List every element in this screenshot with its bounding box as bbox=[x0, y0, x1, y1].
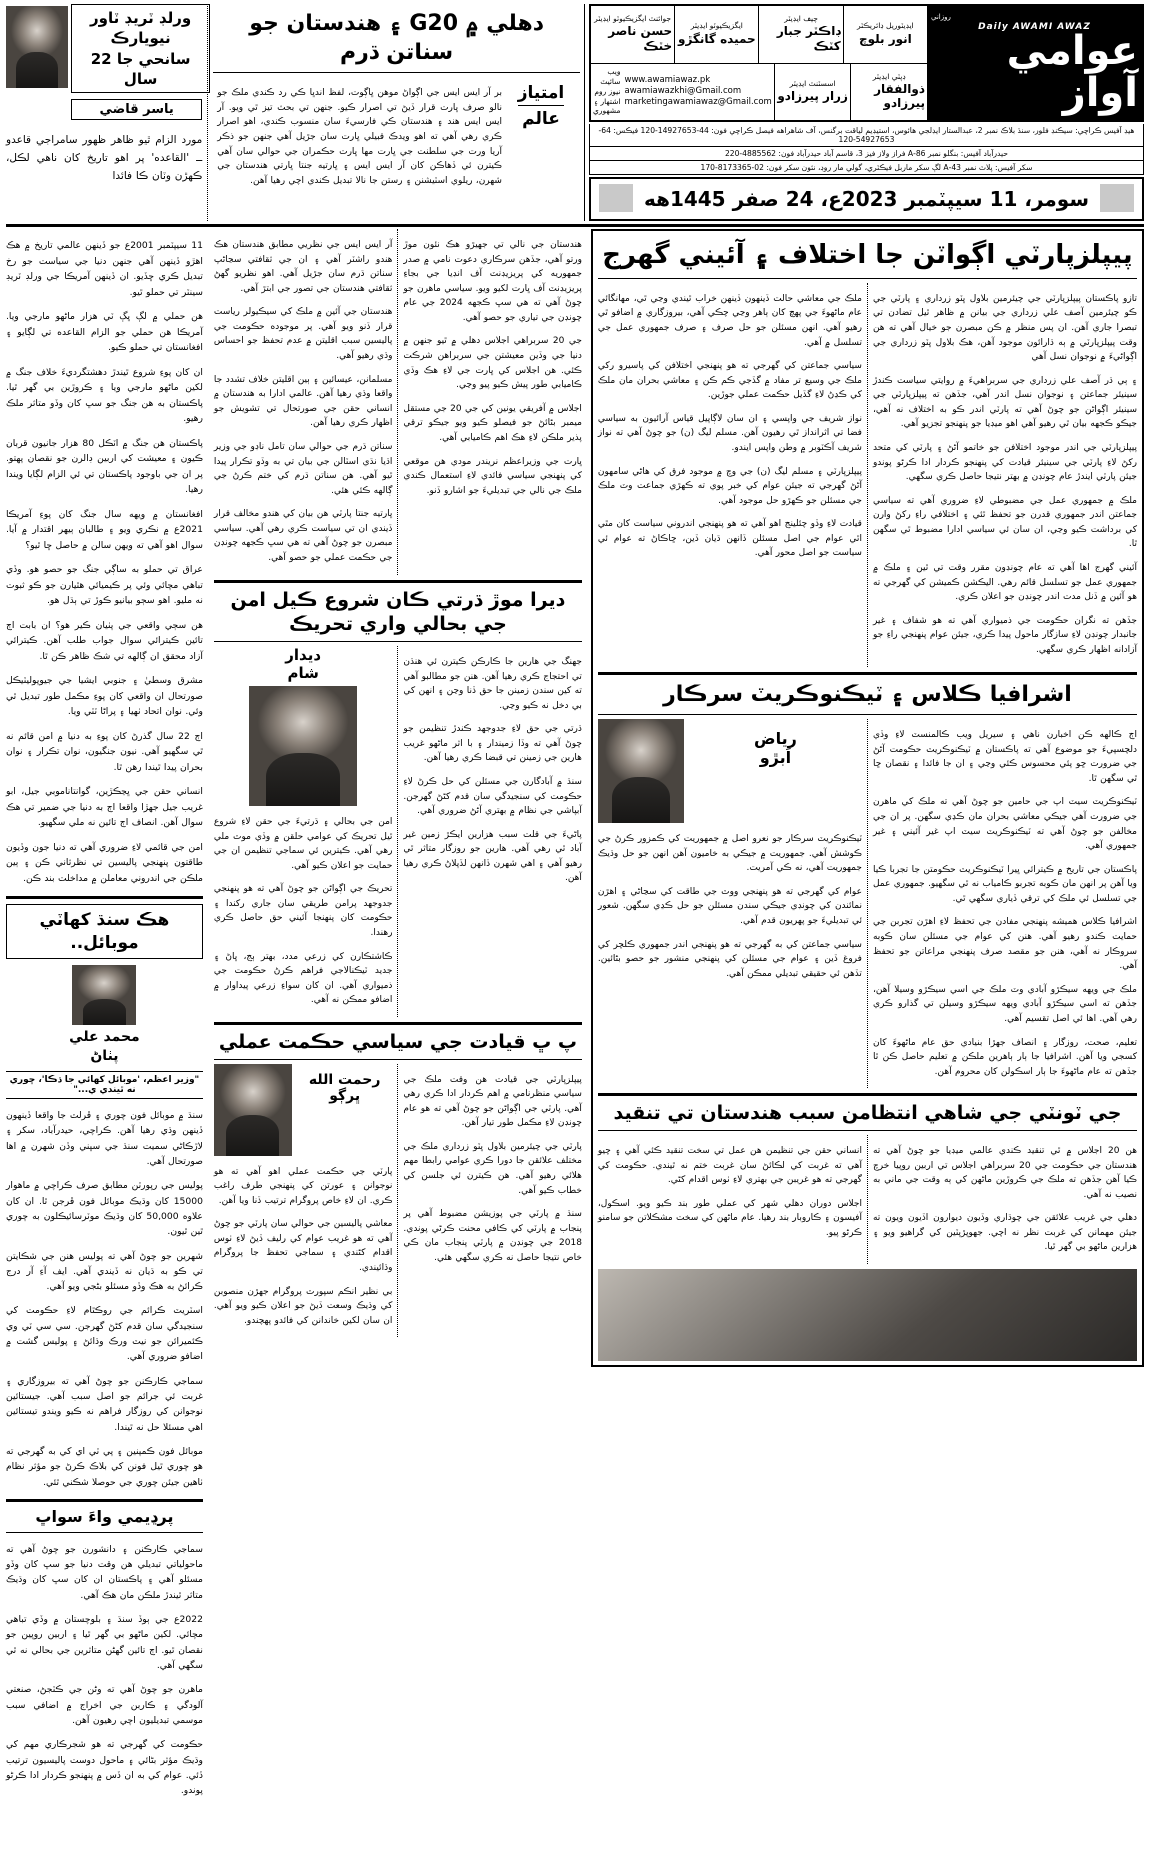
paragraph: تعليم، صحت، روزگار ۽ انصاف جهڙا بنيادي حق عام ماڻهوءَ کان کسجي ويا آهن. اشرافيا جا ٻار ٻاهرين ملڪن ۾ تعليم حاصل ڪن ٿا جڏهن ته عام ماڻهوءَ جا ٻار اسڪولن کان محروم آهن. bbox=[872, 1037, 1137, 1077]
staff-name: انور بلوچ bbox=[858, 31, 912, 46]
lead-col-right bbox=[873, 283, 1137, 667]
logo-top-row bbox=[931, 13, 1138, 21]
paragraph: هن سڄي واقعي جي پٺيان ڪير هو؟ ان بابت اڄ تائين ڪيترائي سوال جواب طلب آهن. ڪيترائي آزاد محقق ان ڳالهه تي شڪ ظاهر ڪن ٿا. bbox=[5, 619, 203, 662]
paragraph: ۽ ٻي ڌر آصف علي زرداري جي سربراهيءَ ۾ روايتي سياست ڪندڙ سينيئر جماعتن ۽ نوجوان نسل اندر آهي، جڏهن ته پيپلزپارٽي جي سينيئر اڳواڻن جو چوڻ آهي ته پارٽي اندر ڪو به اختلاف نه آهي، جيڪو ڪجهه بيان ٿي رهيو آهي اهو ميڊيا جو پنهنجو تجزيو آهي. bbox=[872, 375, 1137, 430]
paragraph: آئيني گهرج اها آهي ته عام چونڊون مقرر وقت تي ٿين ۽ ملڪ ۾ جمهوري عمل جو تسلسل قائم رهي. اليڪشن ڪميشن کي گهرجي ته هو آئين ۾ ڏنل مدت اندر چونڊن جو اعلان ڪري. bbox=[872, 563, 1137, 603]
newsroom-email[interactable]: awamiawazkhi@Gmail.com bbox=[624, 86, 742, 97]
wtc-intro-text bbox=[6, 131, 202, 186]
wtc-headline-line2: سانحي جا 22 سال bbox=[90, 49, 191, 88]
paragraph: تحريڪ جي اڳواڻن جو چوڻ آهي ته هو پنهنجي جدوجهد پرامن طريقي سان جاري رکندا ۽ حڪومت کان پنهنجا آئيني حق حاصل ڪري رهندا. bbox=[213, 884, 393, 938]
staff-cell-1 bbox=[758, 6, 842, 63]
elite-col-right bbox=[873, 719, 1137, 1088]
staff-cell-2 bbox=[674, 6, 758, 63]
staff-name: حسن ناصر خٽڪ bbox=[608, 24, 673, 53]
paragraph: موبائل فون ڪمپنين ۽ پي ٽي اي کي به گهرجي ته هو چوري ٿيل فونن کي بلاڪ ڪرڻ جو مؤثر نظام ٺاهين جيئن چوري جي حوصلا شڪني ٿئي. bbox=[5, 1445, 203, 1488]
logo-small-text: روزاني bbox=[931, 12, 951, 21]
lead-col-left bbox=[598, 283, 862, 667]
elite-article-columns bbox=[598, 719, 1137, 1088]
mobile-headline-line2: موبائل.. bbox=[70, 932, 139, 953]
mobile-headline-line1: هڪ سنڌ کھاٽي bbox=[39, 909, 170, 930]
paragraph: سماجي ڪارڪنن ۽ دانشورن جو چوڻ آهي ته ماحولياتي تبديلي هن وقت دنيا جو سڀ کان وڏو مسئلو آهي ۽ پاڪستان ان کان سڀ کان وڌيڪ متاثر ٿيندڙ ملڪن مان هڪ آهي. bbox=[5, 1543, 203, 1601]
staff-role: ايڊيٽوريل ڊائريڪٽر bbox=[856, 21, 914, 31]
lead-article-columns bbox=[598, 283, 1137, 667]
paragraph: سنڌ ۾ آبادگارن جي مسئلن کي حل ڪرڻ لاءِ حڪومت کي سنجيدگي سان قدم کڻڻ گهرجن. آبپاشي جي نظام ۾ بهتري آڻڻ ضروري آهي. bbox=[403, 776, 582, 817]
staff-cell-5 bbox=[774, 64, 851, 121]
paragraph: هندستان جي آئين ۾ ملڪ کي سيڪيولر رياست قرار ڏنو ويو آهي. پر موجوده حڪومت جي پاليسين سبب اقليتن ۾ عدم تحفظ جو احساس وڌي رهيو آهي. bbox=[213, 307, 393, 362]
ppp-col-left bbox=[214, 1064, 393, 1338]
ppp-strategy-columns bbox=[214, 1064, 582, 1338]
staff-role: چيف ايڊيٽر bbox=[784, 14, 818, 24]
newspaper-logo bbox=[927, 6, 1142, 120]
masthead bbox=[589, 4, 1144, 122]
paragraph: معاشي پاليسين جي حوالي سان پارٽي جو چوڻ آهي ته هو غريب عوام کي رليف ڏيڻ لاءِ ٺوس اقدام کڻندي ۽ سماجي تحفظ جا پروگرام وڌائيندي. bbox=[213, 1219, 393, 1274]
date-block-right bbox=[1100, 184, 1134, 212]
paragraph: سياسي جماعتن کي گهرجي ته هو پنهنجي اختلافن کي پاسيرو رکي ملڪ جي وسيع تر مفاد ۾ گڏجي ڪم ڪن ۽ معاشي بحران مان ملڪ کي ڪڍڻ لاءِ گڏيل حڪمت عملي جوڙين. bbox=[597, 361, 862, 401]
top-strip bbox=[6, 4, 1144, 221]
wtc-body bbox=[6, 238, 203, 886]
g20-col-left bbox=[214, 229, 393, 575]
staff-cell-3 bbox=[591, 6, 674, 63]
paragraph: 11 سيپٽمبر 2001ع جو ڏينهن عالمي تاريخ ۾ هڪ اهڙو ڏينهن آهي جنهن دنيا جي سياست جو رخ تبديل ڪري ڇڏيو. ان ڏينهن آمريڪا جي ورلڊ ٽريڊ سينٽر تي حملو ٿيو. bbox=[5, 240, 203, 298]
paragraph: جڏهن ته نگران حڪومت جي ذميواري آهي ته هو شفاف ۽ غير جانبدار چونڊن لاءِ سازگار ماحول پيدا ڪري، جيئن عوام پنهنجي راءِ جو آزادانه اظهار ڪري سگهي. bbox=[872, 615, 1137, 655]
main-body bbox=[6, 229, 1144, 1808]
pathan-author-photo bbox=[72, 965, 136, 1025]
staff-name: زرار پيرزادو bbox=[777, 89, 848, 104]
lead-headline: پيپلزپارٽي اڳواٽن جا اختلاف ۽ آئيني گهرج bbox=[602, 240, 1133, 270]
deedar-photo bbox=[249, 686, 357, 806]
staff-grid bbox=[591, 6, 927, 120]
website-url[interactable]: www.awamiawaz.pk bbox=[624, 74, 711, 85]
elite-author-photo bbox=[598, 719, 684, 823]
paragraph: امن جي بحالي ۽ ڌرتيءَ جي حقن لاءِ شروع ٿيل تحريڪ کي عوامي حلقن ۾ وڏي موٽ ملي رهي آهي. ڪيترين ئي سماجي تنظيمن ان جي حمايت جو اعلان ڪيو آهي. bbox=[213, 816, 393, 871]
paragraph: هندستان جي نالي تي جهيڙو هڪ نئون موڙ ورتو آهي، جڏهن سرڪاري دعوت نامي ۾ صدر جمهوريه کي پريزيڊنٽ آف انڊيا جي بجاءِ پريزيڊنٽ آف ڀارت لکيو ويو. سياسي ماهرن جو چوڻ آهي ته هي سڀ ڪجهه 2024 جي عام چونڊن جي تياري جو حصو آهي. bbox=[403, 240, 582, 323]
date-block-left bbox=[599, 184, 633, 212]
paragraph: عوام کي گهرجي ته هو پنهنجي ووٽ جي طاقت کي سڃاڻي ۽ اهڙن نمائندن کي چونڊي جيڪي سندن مسئلن جو حل ڪڍي سگهن. شعور ئي تبديليءَ جو پهريون قدم آهي. bbox=[597, 886, 862, 926]
environment-body bbox=[6, 1542, 203, 1799]
web-label-ads: اشتهار ۽ مشهوري bbox=[592, 96, 621, 116]
paragraph: ماهرن جو چوڻ آهي ته وڻن جي ڪٽجڻ، صنعتي آلودگي ۽ ڪاربن جي اخراج ۾ اضافي سبب موسمي تبديليون اچي رهيون آهن. bbox=[5, 1684, 203, 1726]
paragraph: انساني حقن جي تنظيمن هن عمل تي سخت تنقيد ڪئي آهي ۽ چيو آهي ته غربت کي لڪائڻ سان غربت ختم نه ٿيندي. حڪومت کي گهرجي ته هو غريبن جي بهتري لاءِ ٺوس اقدام کڻي. bbox=[597, 1145, 862, 1186]
environment-headline: پرڍيمي واءَ سواڀ bbox=[35, 1506, 174, 1526]
peace-movement-columns bbox=[214, 646, 582, 1017]
wtc-author-photo bbox=[6, 6, 68, 88]
paragraph: دهلي جي غريب علائقن جي چوڌاري وڏيون ديوارون اڏيون ويون ته جيئن مهمانن کي غربت نظر نه اچي. جهوپڙپٽين کي گراهيو ويو ۽ هزارين ماڻهو بي گهر ٿيا. bbox=[872, 1213, 1137, 1253]
paragraph: پاڪستان هن جنگ ۾ اٽڪل 80 هزار جانيون قربان ڪيون ۽ معيشت کي اربين ڊالرن جو نقصان پهتو. پر ان جي باوجود پاڪستان تي ئي الزام لڳايا ويندا رهيا. bbox=[5, 437, 203, 496]
paragraph: سنڌ ۾ پارٽي جي پوزيشن مضبوط آهي پر پنجاب ۾ پارٽي کي ڪافي محنت ڪرڻي پوندي. 2018 جي چونڊن ۾ پارٽي پنجاب مان ڪي خاص نتيجا حاصل نه ڪري سگهي هئي. bbox=[403, 1209, 582, 1263]
g20-author-last: عالم bbox=[522, 109, 560, 130]
paragraph: امن جي قائمي لاءِ ضروري آهي ته دنيا جون وڏيون طاقتون پنهنجي پاليسين تي نظرثاني ڪن ۽ ٻين ملڪن جي اندروني معاملن ۾ مداخلت بند ڪن. bbox=[5, 842, 203, 884]
paragraph: ڪاشتڪارن کي زرعي مدد، بهتر ٻج، ڀاڻ ۽ جديد ٽيڪنالاجي فراهم ڪرڻ حڪومت جي ذميواري آهي. ان کان سواءِ زرعي پيداوار ۾ اضافو ممڪن نه آهي. bbox=[213, 951, 393, 1006]
mobile-quote: "وزير اعظم، 'موبائل کھائي جا ڌڪا'، ڇوري نه ٿيندي ي..." bbox=[6, 1071, 203, 1099]
paragraph: جي 20 سربراهي اجلاس دهلي ۾ ٿيو جنهن ۾ دنيا جي وڏين معيشتن جي سربراهن شرڪت ڪئي. هن اجلاس کي ڀارت جي لاءِ هڪ وڏي ڪاميابي طور پيش ڪيو پيو وڃي. bbox=[403, 336, 582, 391]
paragraph: سنڌ ۾ موبائل فون چوري ۽ ڦرلٽ جا واقعا ڏينهون ڏينهن وڌي رهيا آهن. ڪراچي، حيدرآباد، سکر ۽ لاڙڪاڻي سميت سنڌ جي سڀني وڏن شهرن ۾ اها صورتحال آهي. bbox=[5, 1110, 203, 1167]
paragraph: اجلاس ۾ آفريقي يونين کي جي 20 جي مستقل ميمبر بڻائڻ جو فيصلو ڪيو ويو جيڪو ترقي پذير ملڪن لاءِ هڪ اهم ڪاميابي آهي. bbox=[403, 403, 582, 443]
g20-criticism-headline: جي ٽونٽي جي شاهي انتظامن سبب هندستان تي تنقيد bbox=[613, 1102, 1122, 1125]
paragraph: ڌرتي جي حق لاءِ جدوجهد ڪندڙ تنظيمن جو چوڻ آهي ته وڏا زميندار ۽ با اثر ماڻهو غريب هارين جي زمينن تي قبضا ڪري رهيا آهن. bbox=[403, 724, 582, 764]
wtc-author: ياسر قاضي bbox=[71, 99, 202, 120]
paragraph: ڀارتيه جنتا پارٽي هن بيان کي هندو مخالف قرار ڏيندي ان تي سياست ڪري رهي آهي. سياسي مبصرن جو چوڻ آهي ته هي سڀ ڪجهه چونڊن جي حڪمت عملي جو حصو آهي. bbox=[213, 509, 393, 563]
paragraph: ملڪ ۾ جمهوري عمل جي مضبوطي لاءِ ضروري آهي ته سياسي جماعتن اندر جمهوري قدرن جو تحفظ ٿئي ۽ اختلافي راءِ رکڻ وارن کي برداشت ڪيو وڃي، ان سان ئي سياسي ادارا مضبوط ٿي سگهن ٿا. bbox=[872, 495, 1137, 550]
staff-role: ايگزيڪيوٽو ايڊيٽر bbox=[690, 21, 743, 31]
deedar-last-name: شام bbox=[287, 663, 319, 682]
contact-hyderabad: حيدرآباد آفيس: بنگلو نمبر 68-A فراز ولاز فيز 3، قاسم آباد حيدرآباد فون: 2655884-022 bbox=[589, 147, 1144, 161]
paragraph: پيپلزپارٽي ۽ مسلم ليگ (ن) جي وچ ۾ موجود فرق کي هاڻي سامهون آڻڻ گهرجي ته جيئن عوام کي خبر پوي ته ڪهڙي جماعت وٽ ملڪ جي مسئلن جو ڪهڙو حل موجود آهي. bbox=[597, 466, 862, 506]
paragraph: ان کان پوءِ شروع ٿيندڙ دهشتگرديءَ خلاف جنگ ۾ لکين ماڻهو مارجي ويا ۽ ڪروڙين بي گهر ٿيا. پاڪستان به هن جنگ جو سڀ کان وڏو متاثر ملڪ رهيو. bbox=[5, 366, 203, 425]
staff-row-bottom bbox=[591, 64, 927, 121]
paragraph: ٽيڪنوڪريٽ سيٽ اپ جي حامين جو چوڻ آهي ته ملڪ کي ماهرن جي ضرورت آهي جيڪي معاشي بحران مان ڪڍي سگهن. پر ان جي مخالفن جو چوڻ آهي ته ٽيڪنوڪريٽ سيٽ اپ غير آئيني ۽ غير جمهوري آهي. bbox=[872, 797, 1137, 852]
paragraph: پاڪستان جي تاريخ ۾ ڪيترائي ڀيرا ٽيڪنوڪريٽ حڪومتن جا تجربا ڪيا ويا آهن پر انهن مان ڪوبه تجربو ڪامياب نه ٿي سگهيو. جمهوري عمل جي تسلسل ئي ملڪ کي ترقي ڏياري سگهي ٿي. bbox=[872, 864, 1137, 904]
wtc-headline-line1: ورلڊ ٽريڊ ٽاور نيويارڪ bbox=[90, 9, 192, 48]
pathan-byline bbox=[6, 1028, 203, 1064]
g20-criticism-col-right bbox=[873, 1135, 1137, 1264]
deedar-byline-block bbox=[214, 646, 393, 806]
g20-criticism-col-left bbox=[598, 1135, 862, 1264]
paragraph: تازو پاڪستان پيپلزپارٽي جي چيئرمين بلاول ڀٽو زرداري ۽ پارٽي جي ڪو چيئرمين آصف علي زرداري جي بيانن ۾ ظاهر ٿيل تضادن تي تبصرا جاري آهن. ان پس منظر ۾ ڪن مبصرن جو خيال آهي ته هن وقت پيپلزپارٽي ۾ ٻه ڌارائون موجود آهن، هڪ بلاول ڀٽو زرداري جي اڳواڻيءَ ۾ نوجوان نسل آهي bbox=[872, 293, 1137, 363]
g20-headline: دهلي ۾ G20 ۽ هندستان جو سناتن ڌرم bbox=[249, 11, 545, 65]
g20-lead-text bbox=[213, 77, 502, 197]
staff-name: ذوالفقار پيرزادو bbox=[874, 81, 925, 111]
peace-col-right bbox=[403, 646, 582, 1017]
paragraph: سماجي ڪارڪنن جو چوڻ آهي ته بيروزگاري ۽ غربت ئي جرائم جو اصل سبب آهي. جيستائين نوجوانن کي روزگار فراهم نه ڪيو ويندو تيستائين اهي مسئلا حل نه ٿيندا. bbox=[5, 1375, 203, 1433]
web-label-newsroom: نيوز روم bbox=[594, 86, 621, 96]
g20-article-top bbox=[213, 4, 580, 221]
ppp-strategy-headline: پ ڀ قيادت جي سياسي حڪمت عملي bbox=[218, 1030, 577, 1053]
elite-author-last: اَبڙو bbox=[759, 748, 792, 768]
elite-author-first: رياض bbox=[754, 729, 797, 749]
paragraph: افغانستان ۾ ويهه سال جنگ کان پوءِ آمريڪا 2021ع ۾ نڪري ويو ۽ طالبان ٻيهر اقتدار ۾ آيا. سوال اهو آهي ته ويهن سالن ۾ حاصل ڇا ٿيو؟ bbox=[5, 508, 203, 551]
mobile-headline-block bbox=[6, 904, 203, 1065]
paragraph: آر ايس ايس جي نظريي مطابق هندستان هڪ هندو راشٽر آهي ۽ ان جي ثقافتي سڃاڻپ سناتن ڌرم سان جڙيل آهي. اهو نظريو گهڻ ثقافتي هندستان جي تصور جي ابتڙ آهي. bbox=[213, 240, 393, 294]
paragraph: پارٽي جي حڪمت عملي اهو آهي ته هو نوجوانن ۽ عورتن کي پنهنجي طرف راغب ڪري. ان لاءِ خاص پروگرام ترتيب ڏنا ويا آهن. bbox=[213, 1166, 393, 1206]
paragraph: حڪومت کي گهرجي ته هو شجرڪاري مهم کي وڌيڪ مؤثر بڻائي ۽ ماحول دوست پاليسيون ترتيب ڏئي. عوام کي به ان ڏس ۾ پنهنجو ڪردار ادا ڪرڻو پوندو. bbox=[5, 1739, 203, 1797]
paragraph: اجلاس دوران دهلي شهر کي عملي طور بند ڪيو ويو. اسڪول، آفيسون ۽ ڪاروبار بند رهيا. عام ماڻهن کي سخت مشڪلاتن جو سامنو ڪرڻو پيو. bbox=[597, 1198, 862, 1238]
paragraph: سناتن ڌرم جي حوالي سان تامل ناڊو جي وزير اڌيا نڌي اسٽالن جي بيان تي به وڏو تڪرار پيدا ٿيو آهي. هن سناتن ڌرم کي ختم ڪرڻ جي ڳالهه ڪئي هئي. bbox=[213, 441, 393, 496]
mobile-headline bbox=[6, 904, 203, 960]
staff-role: جوائنٽ ايگزيڪيوٽو ايڊيٽر bbox=[594, 14, 671, 24]
ppp-byline bbox=[297, 1064, 393, 1104]
paragraph: پيپلزپارٽي جي اندر موجود اختلافن جو خاتمو آڻڻ ۽ پارٽي کي متحد رکڻ لاءِ پارٽي جي سينيئر قيادت کي پنهنجو ڪردار ادا ڪرڻو پوندو جيئن پارٽي ايندڙ عام چونڊن ۾ بهتر نتيجا حاصل ڪري سگهي. bbox=[872, 443, 1137, 483]
paragraph: ملڪ جي معاشي حالت ڏينهون ڏينهن خراب ٿيندي وڃي ٿي، مهانگائي عام ماڻهوءَ جي پهچ کان ٻاهر وڃي چڪي آهي، بيروزگاري ۾ اضافو ٿي رهيو آهي. انهن مسئلن جو حل صرف ۽ صرف جمهوري عمل جي تسلسل ۾ آهي. bbox=[597, 293, 862, 348]
g20-byline bbox=[502, 77, 580, 197]
marketing-email[interactable]: marketingawamiawaz@Gmail.com bbox=[624, 97, 772, 108]
paragraph: ڀارت جي وزيراعظم نريندر مودي هن موقعي کي پنهنجي سياسي فائدي لاءِ استعمال ڪندي ملڪ جي نالي جي تبديليءَ جو اشارو ڏنو. bbox=[403, 456, 582, 496]
staff-cell-4 bbox=[850, 64, 927, 121]
pathan-last-name: پٺاڻ bbox=[90, 1047, 119, 1064]
date-text: سومر، 11 سيپٽمبر 2023ع، 24 صفر 1445هه bbox=[643, 187, 1089, 211]
paragraph: پاڻيءَ جي قلت سبب هزارين ايڪڙ زمين غير آباد ٿي رهي آهي. هارين جو روزگار متاثر ٿي رهيو آهي ۽ اهي شهرن ڏانهن لڏپلاڻ ڪري رهيا آهن. bbox=[403, 829, 582, 884]
ppp-author-first: رحمت الله bbox=[308, 1071, 381, 1088]
mid-pane bbox=[214, 229, 582, 1337]
wtc-headline bbox=[71, 4, 210, 93]
wtc-article-top bbox=[6, 4, 202, 221]
mobile-body bbox=[6, 1108, 203, 1490]
paragraph: 2022ع جي ٻوڏ سنڌ ۽ بلوچستان ۾ وڏي تباهي مچائي. لکين ماڻهو بي گهر ٿيا ۽ اربين روپين جو نقصان ٿيو. اڄ تائين گهڻن متاثرين جي بحالي نه ٿي سگهي آهي. bbox=[5, 1614, 203, 1671]
staff-role: اسسٽنٽ ايڊيٽر bbox=[789, 78, 836, 88]
staff-name: حميده گانگڙو bbox=[678, 31, 756, 46]
paragraph: نواز شريف جي واپسي ۽ ان سان لاڳاپيل قياس آرائيون به سياسي فضا تي اثرانداز ٿي رهيون آهن. مسلم ليگ (ن) جو چوڻ آهي ته نواز شريف آڪٽوبر ۾ وطن واپس ايندو. bbox=[597, 413, 862, 453]
contact-sukkur: سکر آفيس: پلاٽ نمبر 34-A لڳ سکر ماربل فيڪٽري، گولي مار روڊ، نئون سکر فون: 20-5633718-071 bbox=[589, 161, 1144, 175]
g20-col-right bbox=[403, 229, 582, 575]
lead-article-box bbox=[591, 229, 1144, 1367]
staff-role: ڊپٽي ايڊيٽر bbox=[872, 71, 906, 81]
deedar-first-name: ديدار bbox=[285, 645, 322, 664]
paragraph: هن 20 اجلاس ۾ ٿي تنقيد ڪندي عالمي ميڊيا جو چوڻ آهي ته هندستان جي حڪومت جي 20 سربراهي اجلاس تي اربين روپيا خرچ ڪيا آهن جڏهن ته ملڪ جي ڪروڙين ماڻهن کي ٻه وقت جي ماني به نصيب نه آهي. bbox=[872, 1145, 1137, 1200]
contact-karachi: هيڊ آفيس ڪراچي: سيڪنڊ فلور، سنڌ بلاڪ نمبر 2، عبدالستار ايڊلجي هائوس، استيڊيم لياقت برگنس، آف شاهراهه فيصل ڪراچي فون: 44-35672941-021 فيڪس: 46-35672945-021 bbox=[589, 124, 1144, 147]
paragraph: پوليس جي رپورٽن مطابق صرف ڪراچي ۾ ماهوار 15000 کان وڌيڪ موبائل فون ڦرجن ٿا. ان کان علاوه 50,000 کان وڌيڪ موٽرسائيڪلون به چوري ٿين ٿيون. bbox=[5, 1180, 203, 1238]
ppp-author-last: ڀرڳو bbox=[329, 1087, 361, 1104]
elite-col-left bbox=[598, 719, 862, 1088]
web-label-site: ويب سائيٽ bbox=[600, 67, 621, 87]
peace-movement-headline: ديرا موڙ ڌرتي ڪان شروع ڪيل امن جي بحالي واري تحريڪ bbox=[230, 588, 566, 636]
paragraph: سياسي جماعتن کي به گهرجي ته هو پنهنجي اندر جمهوري ڪلچر کي فروغ ڏين ۽ عوام جي مسئلن کي پنهنجي منشور جو حصو بڻائين. تڏهن ئي حقيقي تبديلي ممڪن آهي. bbox=[597, 939, 862, 979]
paragraph: هن حملي ۾ لڳ ڀڳ ٽي هزار ماڻهو مارجي ويا. آمريڪا هن حملي جو الزام القاعده تي لڳايو ۽ افغانستان تي حملو ڪيو. bbox=[5, 311, 203, 354]
paragraph: ملڪ جي ويهه سيڪڙو آبادي وٽ ملڪ جي اسي سيڪڙو وسيلا آهن، جڏهن ته اسي سيڪڙو آبادي ويهه سيڪڙو وسيلن تي گذارو ڪري رهي آهي. اها ئي اصل تقسيم آهي. bbox=[872, 984, 1137, 1024]
paragraph: شهرين جو چوڻ آهي ته پوليس هنن جي شڪايتن تي ڪو به ڌيان نه ڏيندي آهي. ايف آءِ آر درج ڪرائڻ به هڪ وڏو مسئلو بڻجي ويو آهي. bbox=[5, 1250, 203, 1293]
logo-sindhi-name: عوامي آواز bbox=[1006, 27, 1138, 116]
masthead-region bbox=[589, 4, 1144, 221]
g20-author-first: امتياز bbox=[518, 83, 564, 106]
paragraph: عراق تي حملو به ساڳي جنگ جو حصو هو. وڏي تباهي مچائي وئي پر ڪيميائي هٿيارن جو ڪو ثبوت نه مليو. اهو سڄو بيانيو ڪوڙ تي ٻڌل هو. bbox=[5, 564, 203, 607]
paragraph: بر آر ايس ايس جي اڳواڻ موهن ڀاڳوت، لفظ اندڀا ڪي رد ڪندي ملڪ جو نالو صرف ڀارت قرار ڏيڻ تي اصرار ڪيو. جنهن تي بحث تيز ٿي ويو. آر ايس ايس هند ۽ هندستان ڪي فارسيءَ سان منسوب ڪندي، اهو اصرار ڪري رهي آهي ته اهو ويدڪ قبيلي ڀارت سان جڙيل آهي جنهن جو ذڪر آريا ورت جي سلطنت جي ڀارت مها ڀارت حڪمران جي حوالي سان آهي ڪيترن ئي ڏهاڪن کان آر ايس ايس ۽ ڀارتيه جنتا ڀارتي هندستان جي شهرن، ريلوي اسٽيشنن ۽ رستن جا نالا تبديل ڪندي اچي رهيا آهن. bbox=[217, 88, 502, 186]
paragraph: مسلمانن، عيسائين ۽ ٻين اقليتن خلاف تشدد جا واقعا وڌي رهيا آهن. عالمي ادارا به هندستان ۾ انساني حقن جي صورتحال تي تشويش جو اظهار ڪري رهيا آهن. bbox=[213, 374, 393, 429]
paragraph: اڄ 22 سال گذرڻ کان پوءِ به دنيا ۾ امن قائم نه ٿي سگهيو آهي. نيون جنگيون، نوان تڪرار ۽ نوان بحران پيدا ٿيندا رهن ٿا. bbox=[5, 730, 203, 773]
paragraph: انساني حقن جي ڀڃڪڙين، گوانتاناموبي جيل، ابو غريب جيل جهڙا واقعا اڄ به دنيا جي ضمير تي هڪ سوال آهن. انصاف اڄ تائين نه ملي سگهيو. bbox=[5, 786, 203, 829]
left-pane bbox=[6, 229, 203, 1808]
ppp-author-photo bbox=[214, 1064, 292, 1156]
paragraph: پيپلزپارٽي جي قيادت هن وقت ملڪ جي سياسي منظرنامي ۾ اهم ڪردار ادا ڪري رهي آهي. پارٽي جي اڳواڻن جو چوڻ آهي ته هو عام چونڊن لاءِ مڪمل طور تيار آهن. bbox=[403, 1074, 582, 1129]
paragraph: جهنگ جي هارين جا ڪارڪن ڪيترن ئي هنڌن تي احتجاج ڪري رهيا آهن. هنن جو مطالبو آهي ته کين سندن زمينن جا حق ڏنا وڃن ۽ انهن کي بي دخل نه ڪيو وڃي. bbox=[403, 656, 582, 711]
g20-criticism-columns bbox=[598, 1135, 1137, 1264]
pathan-first-name: محمد علي bbox=[69, 1029, 140, 1046]
staff-cell-web bbox=[591, 64, 774, 121]
paragraph: قيادت لاءِ وڏو چئلينج اهو آهي ته هو پنهنجي اندروني سياست کان مٿي اٿي عوام جي اصل مسئلن ڏانهن ڌيان ڏين، ڇاڪاڻ ته عوام ئي سياست جو اصل محور آهي. bbox=[597, 519, 862, 559]
paragraph: مشرق وسطيٰ ۽ جنوبي ايشيا جي جيوپوليٽيڪل صورتحال ان واقعي کان پوءِ مڪمل طور تبديل ٿي وئي. نوان اتحاد ٺهيا ۽ پراڻا ٽٽي ويا. bbox=[5, 675, 203, 718]
staff-name: ڊاڪٽر جبار کٽڪ bbox=[776, 24, 841, 53]
staff-cell-0 bbox=[843, 6, 927, 63]
paragraph: اڄ ڪالهه ڪن اخبارن ناهي ۽ سيريل ويب ڪالمنسٽ لاءِ وڏي دلچسپيءَ جو موضوع آهي ته پاڪستان ۾ ٽيڪنوڪريٽ حڪومت آڻڻ جي ضرورت ڇو پئي محسوس ڪئي وڃي ۽ ان جا فائدا ۽ نقصان ڇا ٿي سگهن ٿا. bbox=[872, 730, 1137, 784]
paragraph: پارٽي جي چيئرمين بلاول ڀٽو زرداري ملڪ جي مختلف علائقن جا دورا ڪري عوامي رابطا مهم هلائي رهيو آهي. هن ڪيترن ئي جلسن کي خطاب ڪيو آهي. bbox=[403, 1141, 582, 1196]
elite-headline: اشرافيا ڪلاس ۽ ٽيڪنوڪريٽ سرڪار bbox=[663, 681, 1072, 707]
paragraph: مورد الزام ٿيو ظاهر ظهور سامراجي قاعدو ــ 'القاعده' پر اهو تاريخ کان ناهي لڪل، ڪهڙن وٽان ڪا فائدا bbox=[6, 133, 203, 183]
paragraph: اسٽريٽ ڪرائم جي روڪٿام لاءِ حڪومت کي سنجيدگي سان قدم کڻڻ گهرجن. سي سي ٽي وي ڪئميرائن جو نيٽ ورڪ وڌائڻ ۽ پوليس گشت ۾ اضافو ضروري آهي. bbox=[5, 1305, 203, 1363]
staff-row-top bbox=[591, 6, 927, 64]
paragraph: بي نظير انڪم سپورٽ پروگرام جهڙن منصوبن کي وڌيڪ وسعت ڏيڻ جو اعلان ڪيو ويو آهي. ان سان لکين خاندانن کي فائدو پهچندو. bbox=[213, 1286, 393, 1326]
elite-byline bbox=[689, 719, 862, 767]
g20-body-columns bbox=[214, 229, 582, 575]
logo-english-name: Daily AWAMI AWAZ bbox=[978, 21, 1091, 32]
ppp-col-right bbox=[403, 1064, 582, 1338]
paragraph: ٽيڪنوڪريٽ سرڪار جو نعرو اصل ۾ جمهوريت کي ڪمزور ڪرڻ جي ڪوشش آهي. جمهوريت ۾ جيڪي به خاميون آهن انهن جو حل وڌيڪ جمهوريت آهي، نه ڪي آمريت. bbox=[597, 834, 862, 874]
dateline bbox=[589, 177, 1144, 221]
paragraph: اشرافيا ڪلاس هميشه پنهنجي مفادن جي تحفظ لاءِ اهڙن تجربن جي حمايت ڪندو رهيو آهي. هنن کي عوام جي مسئلن سان ڪوبه سروڪار نه آهي، هنن جو مقصد صرف پنهنجي مراعاتن جو تحفظ آهي. bbox=[872, 917, 1137, 972]
peace-col-left bbox=[214, 646, 393, 1017]
g20-summit-photo bbox=[598, 1269, 1137, 1361]
